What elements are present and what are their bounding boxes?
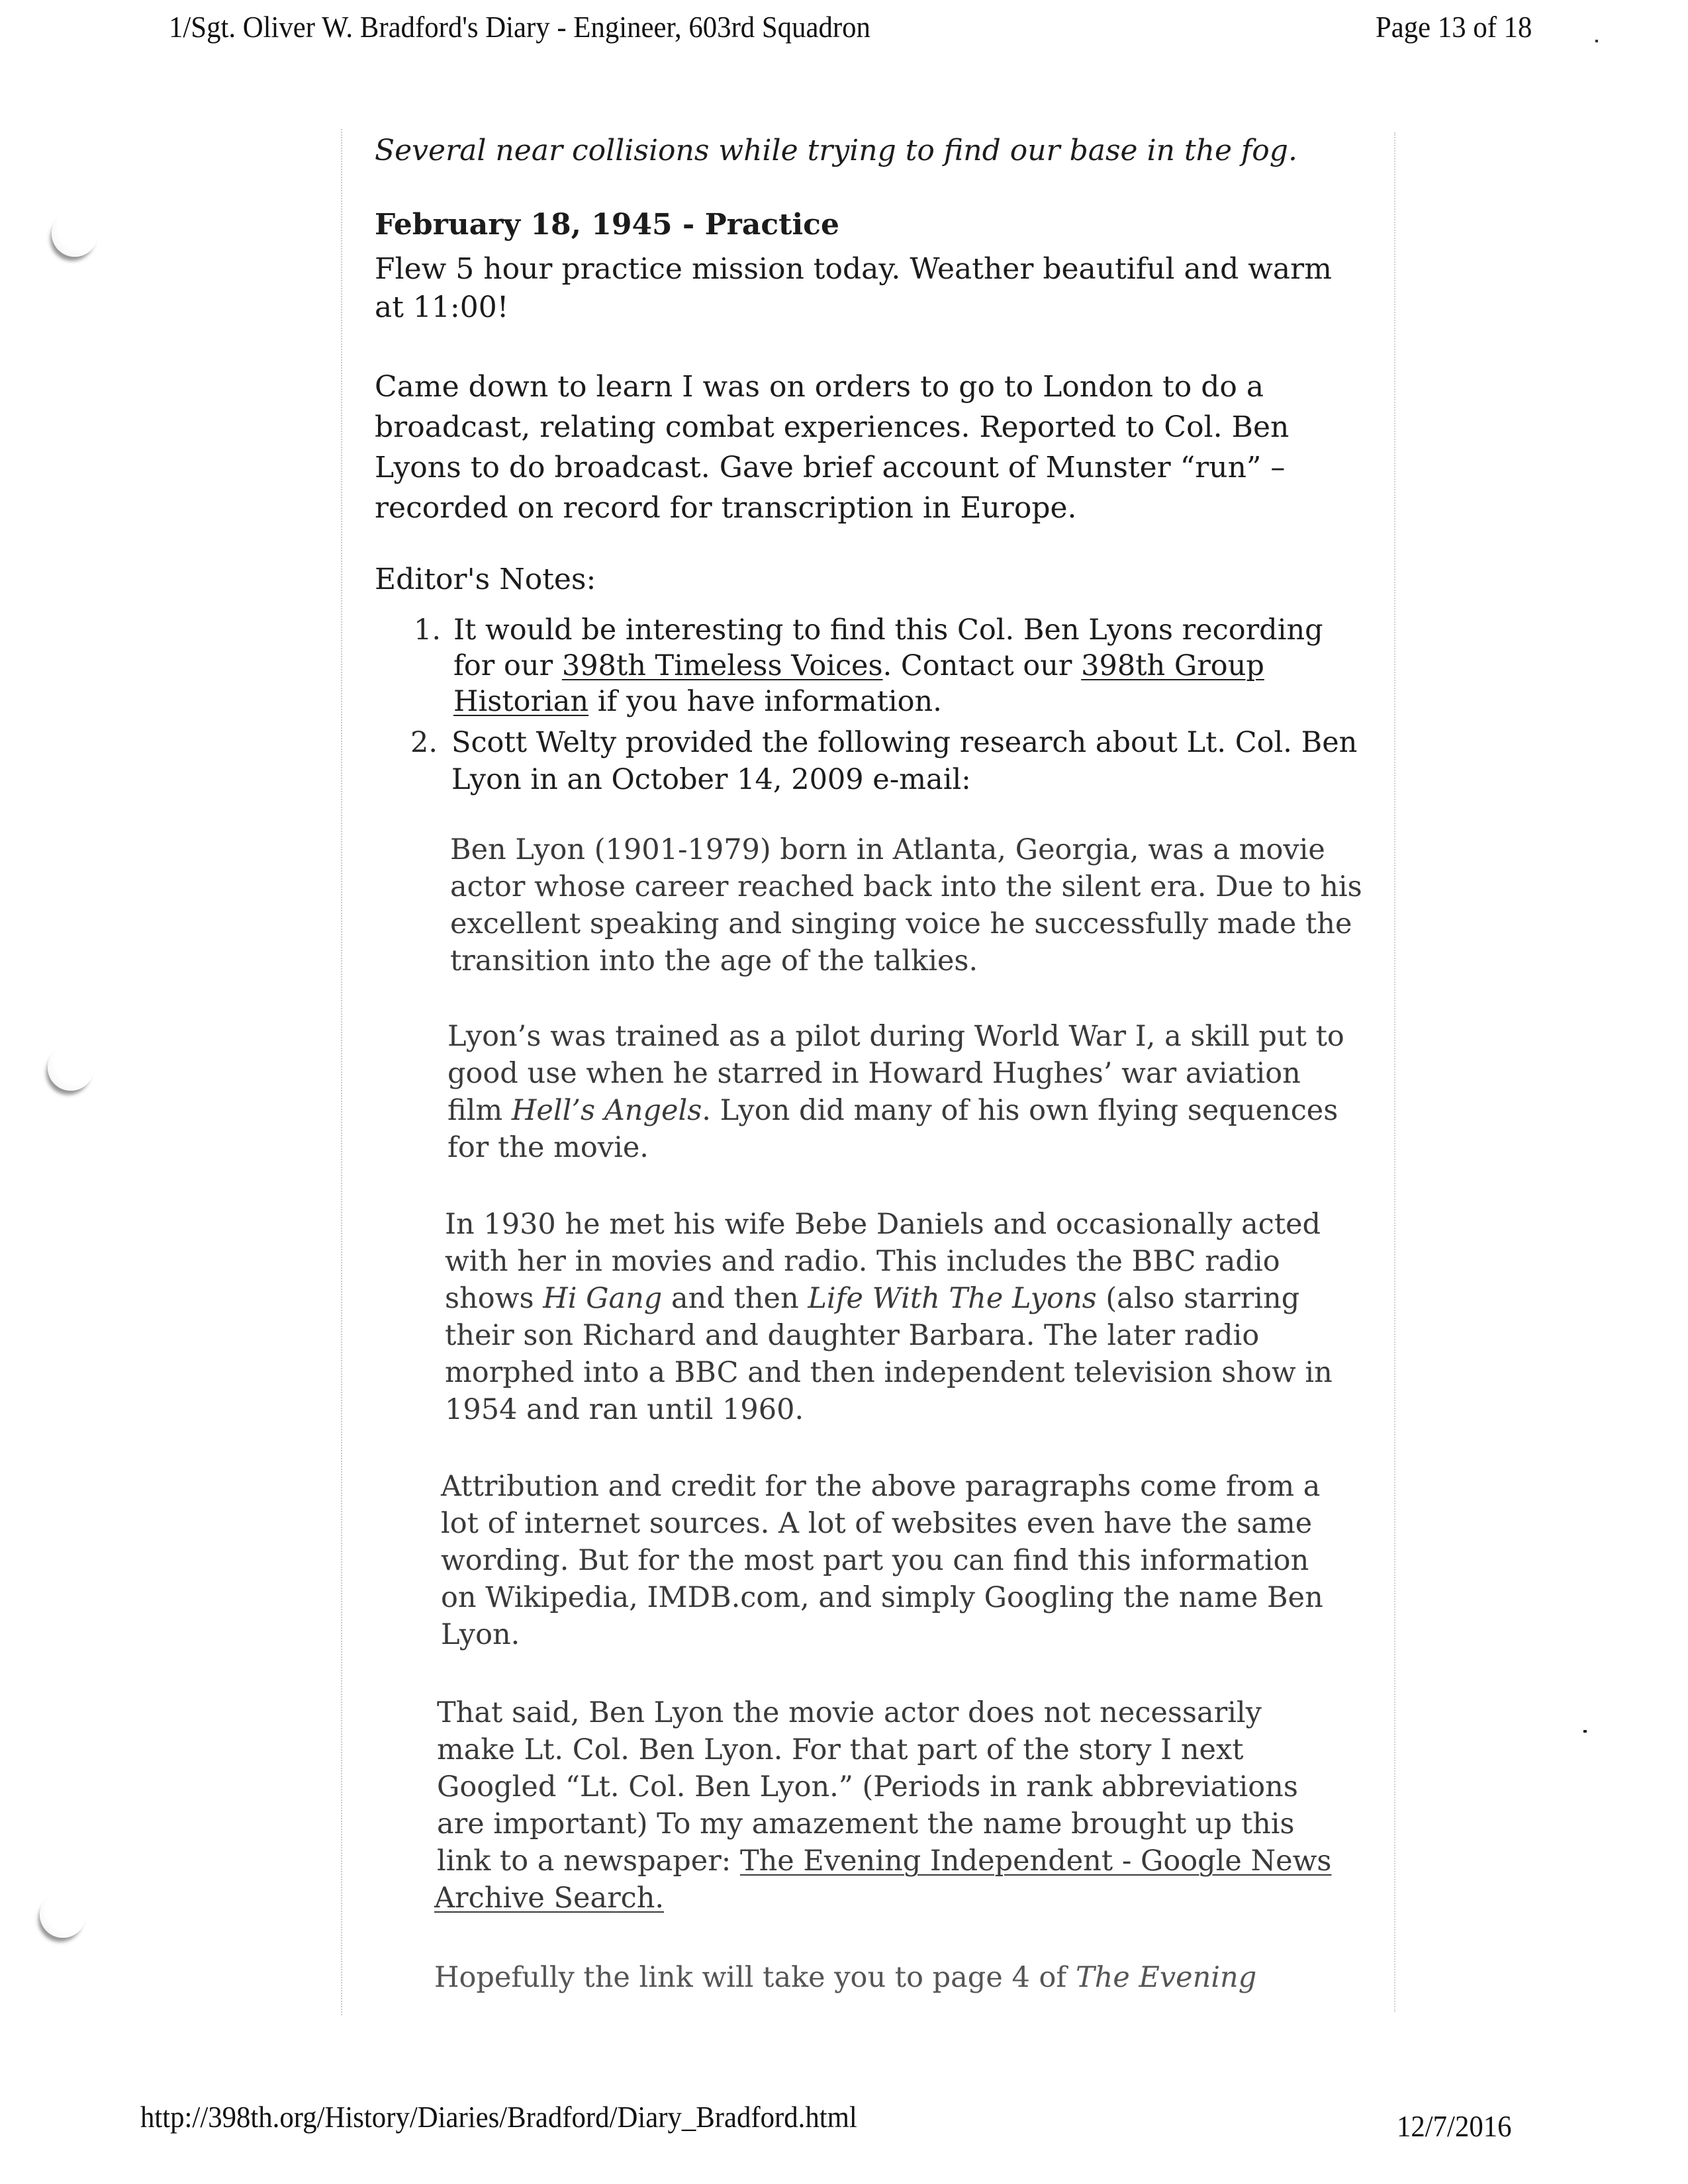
research-line: 1954 and ran until 1960. — [445, 1393, 804, 1426]
note-line — [453, 683, 942, 720]
show-title: Hi Gang — [543, 1282, 663, 1315]
research-line: are important) To my amazement the name brought up this — [437, 1807, 1295, 1841]
list-number: 1. — [414, 614, 442, 647]
punch-hole-icon — [52, 210, 98, 257]
research-line: make Lt. Col. Ben Lyon. For that part of the story I next — [437, 1733, 1244, 1766]
list-number: 2. — [410, 726, 438, 759]
research-line: Attribution and credit for the above paragraphs come from a — [441, 1470, 1321, 1503]
research-text: shows — [445, 1282, 543, 1315]
punch-hole-icon — [48, 1044, 94, 1091]
footer-url: http://398th.org/History/Diaries/Bradford/Diary_Bradford.html — [140, 2100, 857, 2134]
research-line — [434, 1959, 1256, 1996]
research-line: wording. But for the most part you can find this information — [441, 1544, 1309, 1577]
research-text: Hopefully the link will take you to page 4 of — [434, 1961, 1076, 1994]
research-line: excellent speaking and singing voice he successfully made the — [450, 907, 1352, 940]
research-line — [437, 1843, 1332, 1880]
entry-line: broadcast, relating combat experiences. Reported to Col. Ben — [375, 410, 1289, 444]
research-line — [445, 1280, 1299, 1317]
research-line: transition into the age of the talkies. — [450, 944, 978, 978]
note-line: Lyon in an October 14, 2009 e-mail: — [451, 763, 971, 796]
group-historian-link[interactable]: 398th Group — [1081, 649, 1264, 682]
note-text: if you have information. — [588, 685, 942, 718]
research-line: actor whose career reached back into the silent era. Due to his — [450, 870, 1362, 903]
scan-speck — [1583, 1730, 1587, 1733]
entry-line: recorded on record for transcription in Europe. — [375, 491, 1077, 525]
note-line: Scott Welty provided the following research about Lt. Col. Ben — [451, 726, 1358, 759]
research-text: (also starring — [1096, 1282, 1300, 1315]
show-title: Life With The Lyons — [808, 1282, 1097, 1315]
research-text: and then — [662, 1282, 808, 1315]
evening-independent-link[interactable]: The Evening Independent - Google News — [739, 1844, 1332, 1878]
running-header-title: 1/Sgt. Oliver W. Bradford's Diary - Engineer, 603rd Squadron — [169, 10, 870, 44]
research-line: morphed into a BBC and then independent television show in — [445, 1356, 1333, 1389]
research-line: their son Richard and daughter Barbara. The later radio — [445, 1319, 1260, 1352]
research-text: link to a newspaper: — [437, 1844, 740, 1878]
research-line: Lyon. — [441, 1618, 520, 1651]
note-line: It would be interesting to find this Col. Ben Lyons recording — [453, 614, 1323, 647]
research-line: lot of internet sources. A lot of websites even have the same — [441, 1507, 1313, 1540]
note-text: . Contact our — [882, 649, 1082, 682]
note-line — [453, 647, 1264, 684]
entry-line: Came down to learn I was on orders to go to London to do a — [375, 370, 1264, 404]
research-line: That said, Ben Lyon the movie actor does not necessarily — [437, 1696, 1262, 1729]
research-line — [447, 1092, 1338, 1129]
research-line: In 1930 he met his wife Bebe Daniels and occasionally acted — [445, 1208, 1321, 1241]
research-line: Ben Lyon (1901-1979) born in Atlanta, Georgia, was a movie — [450, 833, 1325, 866]
punch-hole-icon — [40, 1891, 86, 1938]
research-line: on Wikipedia, IMDB.com, and simply Googling the name Ben — [441, 1581, 1323, 1614]
research-line: with her in movies and radio. This includes the BBC radio — [445, 1245, 1280, 1278]
note-text: for our — [453, 649, 562, 682]
footer-date: 12/7/2016 — [1397, 2109, 1512, 2143]
intro-text: Several near collisions while trying to find our base in the fog. — [375, 134, 1297, 167]
page-number: Page 13 of 18 — [1376, 10, 1532, 44]
entry-line: Flew 5 hour practice mission today. Weather beautiful and warm — [375, 252, 1332, 286]
scan-speck — [1595, 40, 1598, 42]
research-line: good use when he starred in Howard Hughes’ war aviation — [447, 1057, 1301, 1090]
research-line: Googled “Lt. Col. Ben Lyon.” (Periods in rank abbreviations — [437, 1770, 1298, 1803]
content-border-right — [1394, 132, 1395, 2012]
newspaper-title: The Evening — [1075, 1961, 1257, 1994]
entry-line: at 11:00! — [375, 291, 509, 324]
timeless-voices-link[interactable]: 398th Timeless Voices — [561, 649, 883, 682]
research-text: . Lyon did many of his own flying sequences — [702, 1094, 1338, 1127]
evening-independent-link[interactable]: Archive Search. — [434, 1882, 665, 1915]
editors-notes-label: Editor's Notes: — [375, 563, 596, 596]
content-border-left — [341, 129, 342, 2015]
entry-line: Lyons to do broadcast. Gave brief account of Munster “run” – — [375, 451, 1286, 484]
group-historian-link[interactable]: Historian — [453, 685, 589, 718]
entry-heading: February 18, 1945 - Practice — [375, 208, 839, 242]
research-line: for the movie. — [447, 1131, 649, 1164]
research-line — [434, 1880, 664, 1917]
research-line: Lyon’s was trained as a pilot during World War I, a skill put to — [447, 1020, 1344, 1053]
film-title: Hell’s Angels — [511, 1094, 702, 1127]
research-text: film — [447, 1094, 512, 1127]
